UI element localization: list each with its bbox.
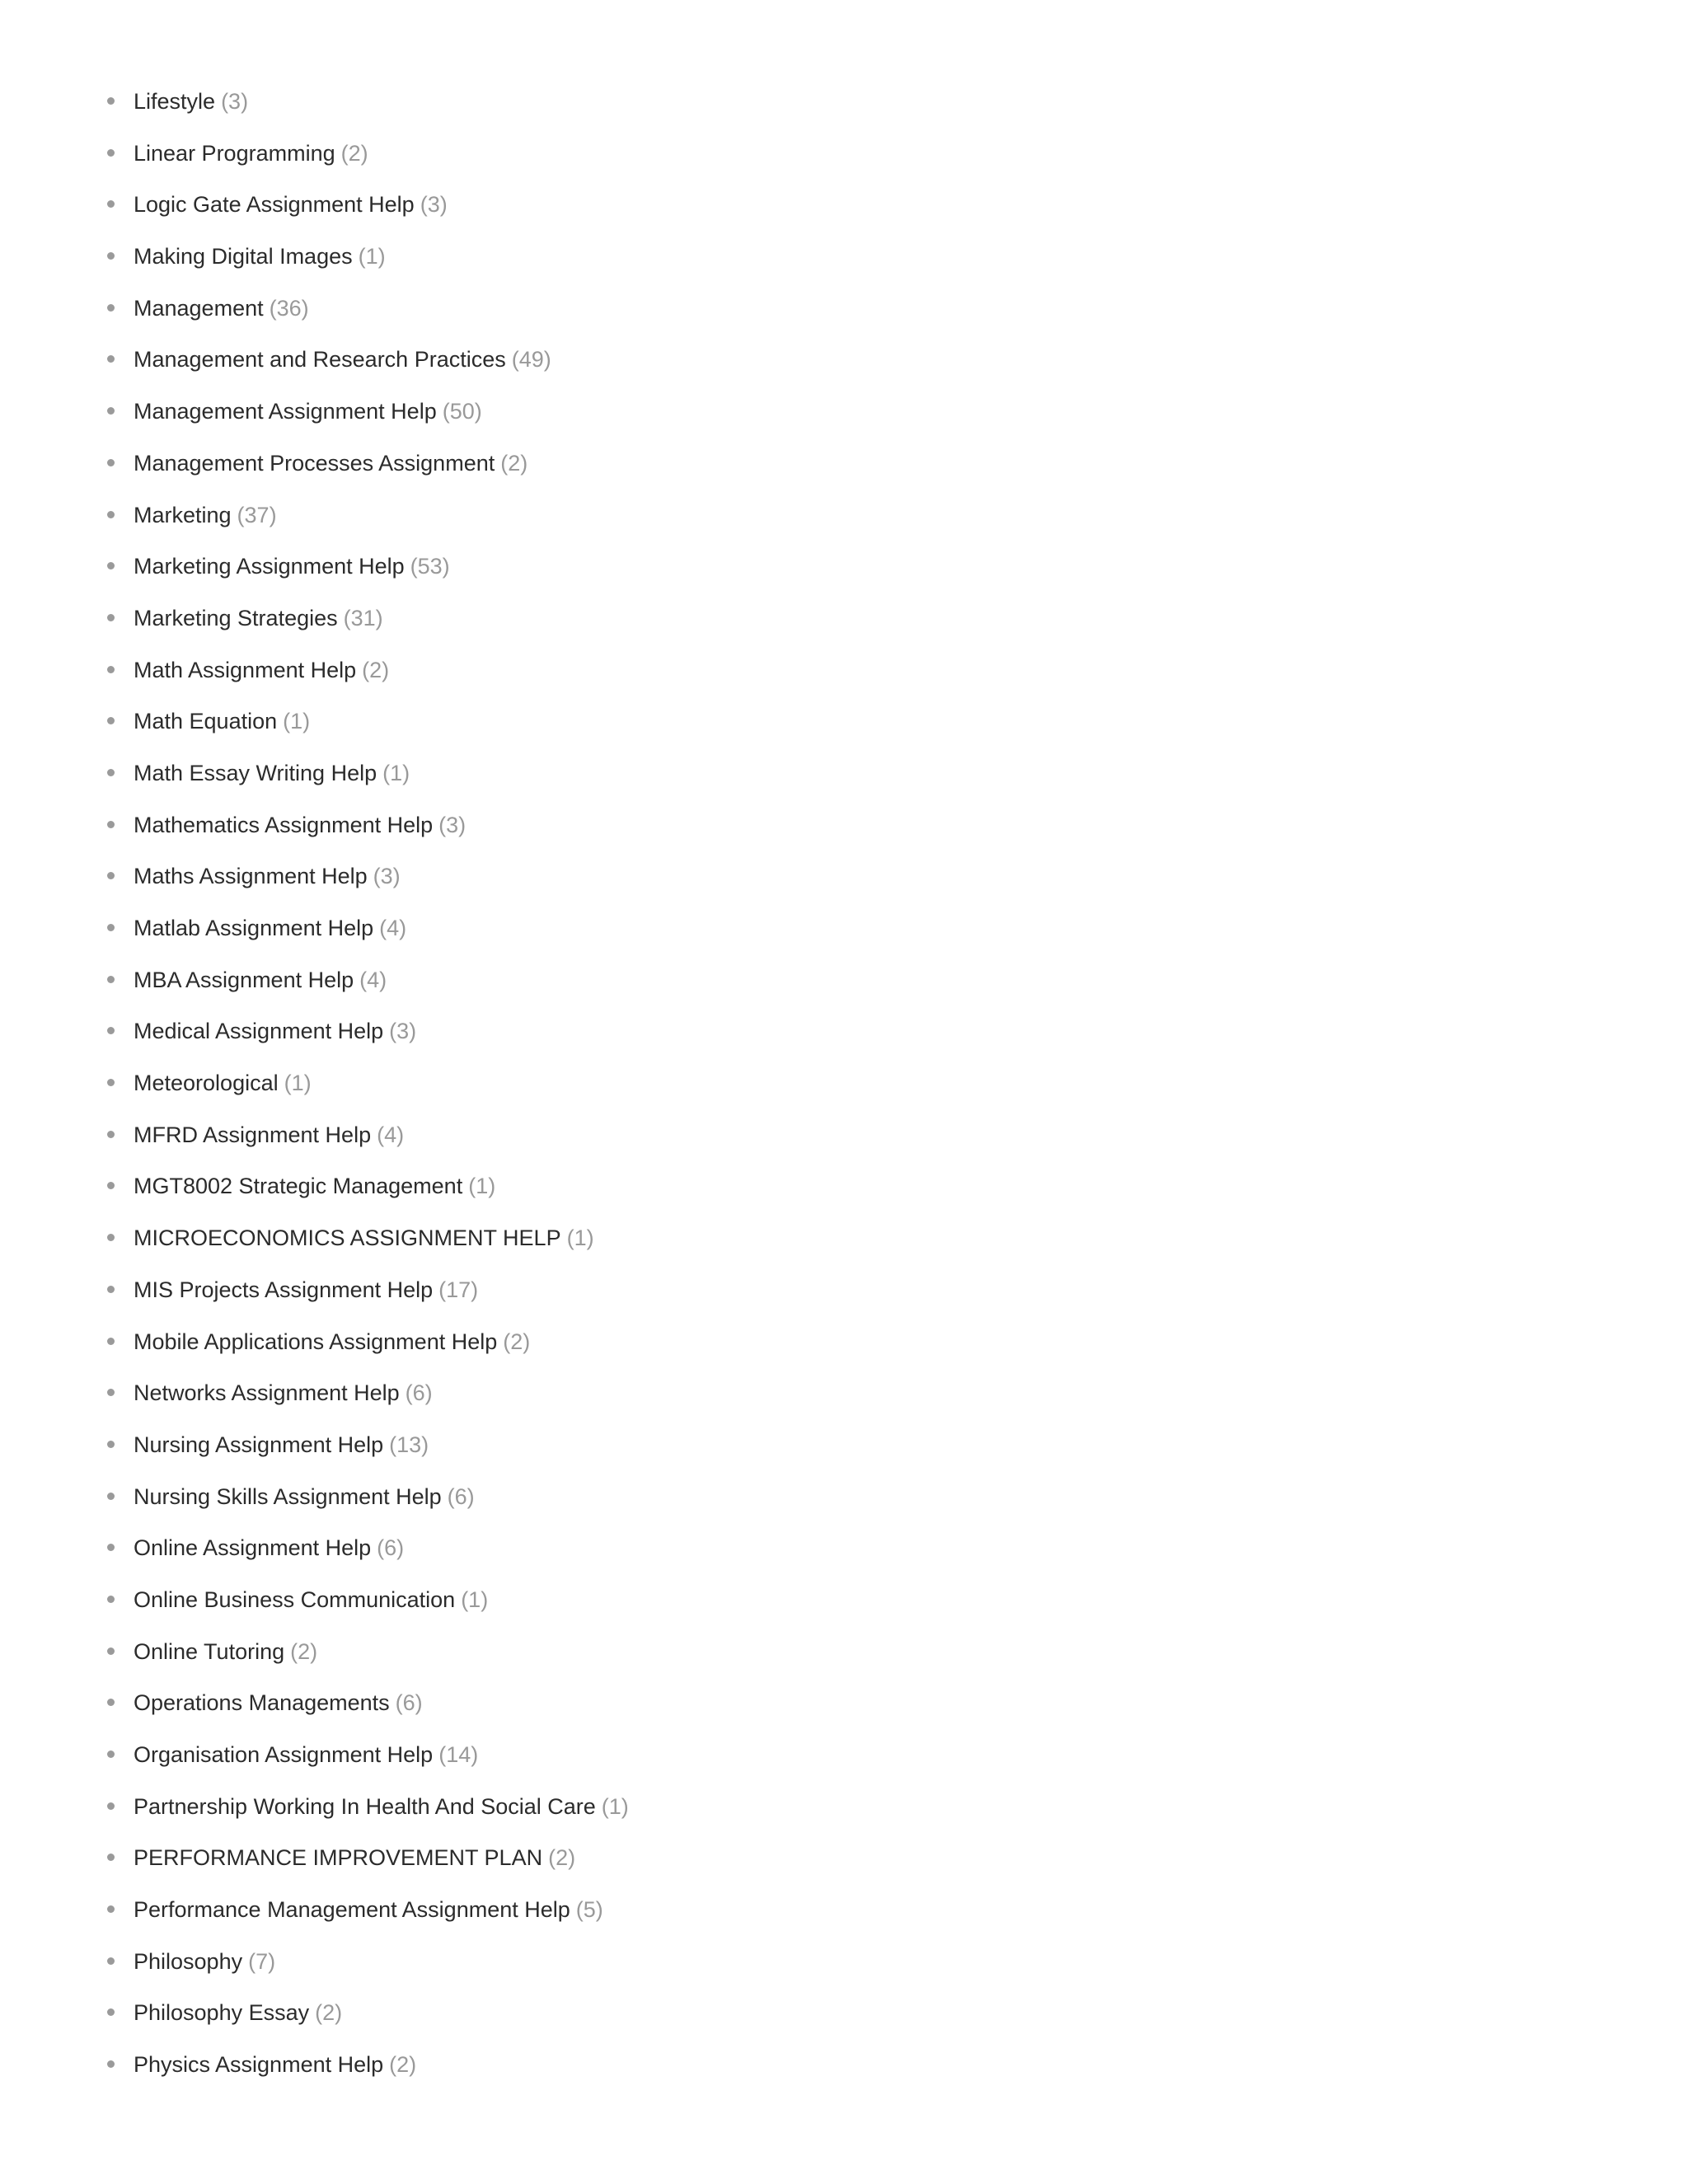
category-post-count: (2)	[290, 1638, 318, 1664]
category-list	[107, 85, 629, 2100]
category-post-count: (4)	[379, 916, 407, 940]
category-post-count: (2)	[503, 1329, 531, 1354]
category-post-count: (14)	[438, 1742, 479, 1767]
category-link[interactable]: Mathematics Assignment Help	[134, 812, 434, 837]
category-post-count: (1)	[283, 709, 311, 734]
bullet-dot-icon	[107, 924, 115, 931]
category-link[interactable]: PERFORMANCE IMPROVEMENT PLAN	[134, 1845, 543, 1871]
category-post-count: (13)	[389, 1432, 429, 1457]
category-link[interactable]: Making Digital Images	[134, 244, 353, 269]
category-list-item	[107, 1273, 629, 1325]
category-list-item	[107, 137, 629, 189]
bullet-dot-icon	[107, 2060, 115, 2068]
category-list-item	[107, 1376, 629, 1428]
category-link[interactable]: Nursing Assignment Help	[134, 1432, 384, 1457]
category-list-item	[107, 1066, 629, 1118]
category-post-count: (36)	[269, 295, 309, 321]
bullet-dot-icon	[107, 976, 115, 983]
category-list-item	[107, 1686, 629, 1738]
category-link[interactable]: MFRD Assignment Help	[134, 1122, 372, 1147]
bullet-dot-icon	[107, 149, 115, 157]
category-post-count: (2)	[315, 2000, 343, 2026]
category-link[interactable]: Philosophy	[134, 1948, 243, 1974]
category-post-count: (5)	[575, 1897, 603, 1923]
category-link[interactable]: Management Assignment Help	[134, 399, 437, 424]
bullet-dot-icon	[107, 407, 115, 415]
category-link[interactable]: Organisation Assignment Help	[134, 1742, 434, 1767]
category-post-count: (6)	[447, 1483, 475, 1509]
category-list-item	[107, 912, 629, 963]
category-list-item	[107, 1169, 629, 1221]
bullet-dot-icon	[107, 821, 115, 828]
category-link[interactable]: MBA Assignment Help	[134, 967, 354, 992]
category-post-count: (3)	[389, 1019, 417, 1044]
category-list-item	[107, 1325, 629, 1377]
category-list-item	[107, 808, 629, 860]
category-list-item	[107, 1738, 629, 1790]
category-list-item	[107, 240, 629, 292]
category-post-count: (49)	[511, 347, 551, 373]
category-link[interactable]: Math Essay Writing Help	[134, 760, 377, 785]
category-link[interactable]: Philosophy Essay	[134, 2000, 310, 2026]
bullet-dot-icon	[107, 1544, 115, 1551]
category-post-count: (4)	[377, 1122, 405, 1147]
category-list-item	[107, 654, 629, 705]
bullet-dot-icon	[107, 1596, 115, 1603]
bullet-dot-icon	[107, 1854, 115, 1861]
bullet-dot-icon	[107, 459, 115, 466]
category-link[interactable]: Management	[134, 295, 264, 321]
category-link[interactable]: Lifestyle	[134, 89, 216, 114]
category-link[interactable]: Performance Management Assignment Help	[134, 1897, 570, 1923]
category-link[interactable]: Marketing Strategies	[134, 605, 338, 630]
category-post-count: (17)	[438, 1277, 479, 1302]
category-link[interactable]: Meteorological	[134, 1071, 279, 1096]
category-list-item	[107, 499, 629, 551]
category-list-item	[107, 1118, 629, 1170]
category-link[interactable]: Management Processes Assignment	[134, 450, 495, 476]
category-list-item	[107, 343, 629, 395]
category-list-item	[107, 1841, 629, 1893]
category-post-count: (2)	[362, 657, 390, 682]
category-list-item	[107, 757, 629, 808]
category-list-item	[107, 1790, 629, 1842]
category-list-item	[107, 1583, 629, 1635]
category-link[interactable]: Operations Managements	[134, 1690, 390, 1716]
category-post-count: (4)	[359, 967, 387, 992]
category-list-item	[107, 860, 629, 912]
bullet-dot-icon	[107, 2008, 115, 2016]
category-link[interactable]: Logic Gate Assignment Help	[134, 192, 415, 218]
bullet-dot-icon	[107, 1905, 115, 1913]
bullet-dot-icon	[107, 717, 115, 724]
bullet-dot-icon	[107, 252, 115, 260]
category-link[interactable]: Networks Assignment Help	[134, 1380, 400, 1406]
bullet-dot-icon	[107, 97, 115, 105]
bullet-dot-icon	[107, 304, 115, 312]
category-link[interactable]: MGT8002 Strategic Management	[134, 1174, 463, 1199]
category-list-item	[107, 1221, 629, 1273]
bullet-dot-icon	[107, 1699, 115, 1706]
bullet-dot-icon	[107, 872, 115, 879]
category-post-count: (2)	[340, 140, 368, 166]
category-post-count: (1)	[601, 1793, 629, 1819]
category-link[interactable]: MICROECONOMICS ASSIGNMENT HELP	[134, 1226, 561, 1251]
category-post-count: (1)	[358, 244, 386, 269]
category-link[interactable]: MIS Projects Assignment Help	[134, 1277, 434, 1302]
bullet-dot-icon	[107, 769, 115, 776]
category-list-item	[107, 85, 629, 137]
category-post-count: (31)	[343, 605, 383, 630]
category-list-item	[107, 1893, 629, 1945]
category-post-count: (2)	[548, 1845, 576, 1871]
bullet-dot-icon	[107, 1493, 115, 1500]
category-post-count: (6)	[377, 1535, 405, 1561]
bullet-dot-icon	[107, 1389, 115, 1396]
category-list-item	[107, 1531, 629, 1583]
bullet-dot-icon	[107, 1957, 115, 1965]
category-list-item	[107, 2048, 629, 2100]
category-list-item	[107, 550, 629, 602]
category-list-item	[107, 963, 629, 1015]
bullet-dot-icon	[107, 1441, 115, 1448]
category-link[interactable]: Matlab Assignment Help	[134, 916, 374, 940]
category-post-count: (1)	[566, 1226, 594, 1251]
category-list-item	[107, 447, 629, 499]
category-link[interactable]: Online Assignment Help	[134, 1535, 372, 1561]
category-link[interactable]: Math Assignment Help	[134, 657, 357, 682]
category-link[interactable]: Linear Programming	[134, 140, 335, 166]
category-link[interactable]: Math Equation	[134, 709, 278, 734]
category-post-count: (3)	[420, 192, 448, 218]
category-list-item	[107, 292, 629, 344]
category-list-item	[107, 188, 629, 240]
category-post-count: (6)	[395, 1690, 423, 1716]
category-list-item	[107, 602, 629, 654]
category-post-count: (3)	[221, 89, 249, 114]
category-post-count: (2)	[389, 2052, 417, 2078]
bullet-dot-icon	[107, 1131, 115, 1138]
category-post-count: (50)	[442, 399, 482, 424]
category-list-item	[107, 1945, 629, 1997]
bullet-dot-icon	[107, 562, 115, 569]
category-list-item	[107, 1996, 629, 2048]
category-post-count: (1)	[461, 1586, 489, 1612]
category-link[interactable]: Marketing Assignment Help	[134, 554, 405, 579]
bullet-dot-icon	[107, 1079, 115, 1086]
category-post-count: (1)	[468, 1174, 496, 1199]
category-post-count: (3)	[438, 812, 467, 837]
category-link[interactable]: Marketing	[134, 502, 232, 527]
category-list-item	[107, 705, 629, 757]
category-link[interactable]: Mobile Applications Assignment Help	[134, 1329, 498, 1354]
category-list-item	[107, 1015, 629, 1066]
bullet-dot-icon	[107, 1802, 115, 1810]
bullet-dot-icon	[107, 1182, 115, 1189]
category-link[interactable]: Nursing Skills Assignment Help	[134, 1483, 442, 1509]
bullet-dot-icon	[107, 200, 115, 208]
category-post-count: (37)	[237, 502, 277, 527]
category-link[interactable]: Online Business Communication	[134, 1586, 456, 1612]
category-link[interactable]: Online Tutoring	[134, 1638, 285, 1664]
category-list-item	[107, 1480, 629, 1532]
category-post-count: (6)	[405, 1380, 433, 1406]
bullet-dot-icon	[107, 511, 115, 518]
bullet-dot-icon	[107, 1750, 115, 1758]
bullet-dot-icon	[107, 1234, 115, 1241]
bullet-dot-icon	[107, 1286, 115, 1293]
category-post-count: (1)	[284, 1071, 312, 1096]
category-post-count: (53)	[410, 554, 450, 579]
category-list-item	[107, 1428, 629, 1480]
category-list-item	[107, 395, 629, 447]
bullet-dot-icon	[107, 355, 115, 363]
category-link[interactable]: Partnership Working In Health And Social Care	[134, 1793, 596, 1819]
category-link[interactable]: Physics Assignment Help	[134, 2052, 384, 2078]
bullet-dot-icon	[107, 1338, 115, 1345]
category-post-count: (3)	[373, 864, 401, 889]
bullet-dot-icon	[107, 614, 115, 621]
category-post-count: (2)	[500, 450, 528, 476]
bullet-dot-icon	[107, 1027, 115, 1034]
category-post-count: (7)	[248, 1948, 276, 1974]
category-list-item	[107, 1635, 629, 1687]
bullet-dot-icon	[107, 666, 115, 673]
category-link[interactable]: Management and Research Practices	[134, 347, 506, 373]
bullet-dot-icon	[107, 1647, 115, 1655]
category-link[interactable]: Maths Assignment Help	[134, 864, 368, 889]
category-post-count: (1)	[382, 760, 410, 785]
category-link[interactable]: Medical Assignment Help	[134, 1019, 384, 1044]
